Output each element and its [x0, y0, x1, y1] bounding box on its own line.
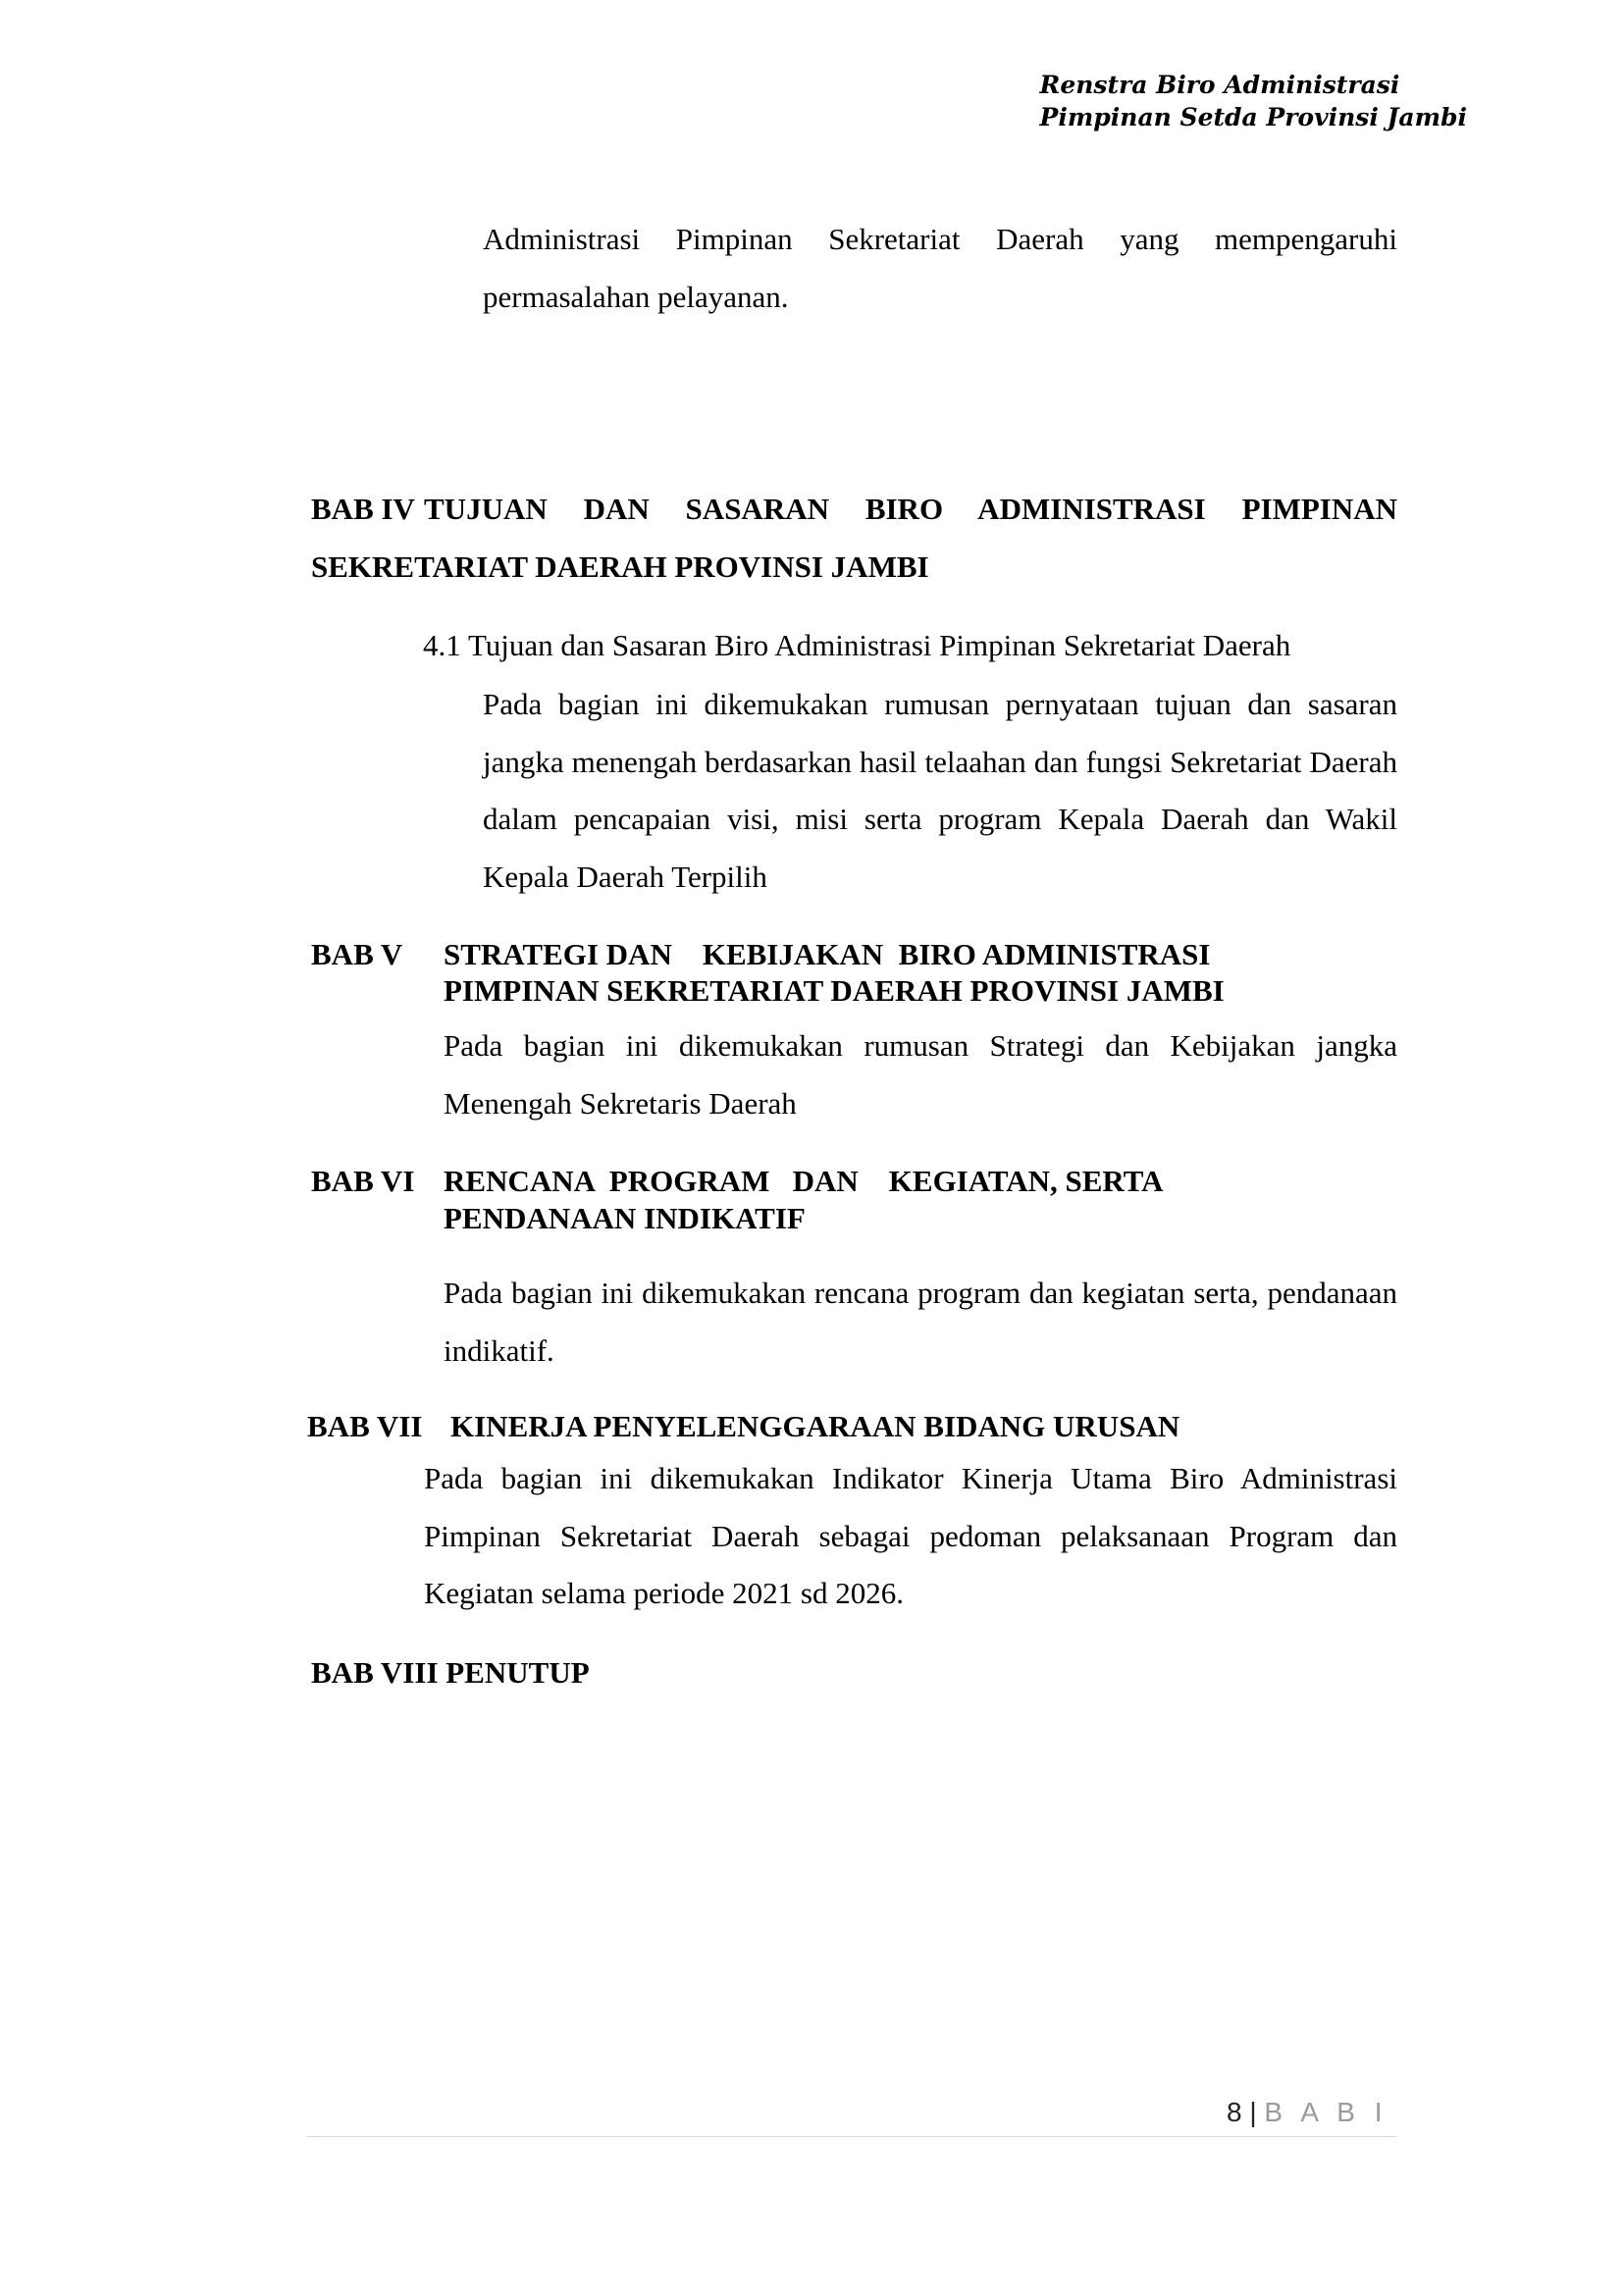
- header-line-2: Pimpinan Setda Provinsi Jambi: [1039, 103, 1467, 131]
- bab5-label: BAB V: [311, 937, 403, 971]
- bab7-body: Pada bagian ini dikemukakan Indikator Kinerja Utama Biro Administrasi Pimpinan Sekretariat Daerah sebagai pedoman pelaksanaan Program dan Kegiatan selama periode 2021 sd 2026.: [424, 1461, 1397, 1610]
- footer-separator: |: [1249, 2097, 1257, 2127]
- bab4-title-line2: SEKRETARIAT DAERAH PROVINSI JAMBI: [311, 549, 929, 584]
- bab5-title-line2: PIMPINAN SEKRETARIAT DAERAH PROVINSI JAMBI: [444, 973, 1225, 1008]
- bab4-label: BAB IV: [311, 492, 415, 526]
- page-footer: [1227, 2097, 1388, 2128]
- bab7-label: BAB VII: [307, 1409, 423, 1443]
- bab7-title: KINERJA PENYELENGGARAAN BIDANG URUSAN: [450, 1409, 1180, 1443]
- footer-chapter: B A B I: [1264, 2097, 1388, 2127]
- page-number: 8: [1227, 2097, 1242, 2127]
- footer-divider: [307, 2136, 1396, 2137]
- bab5-body: Pada bagian ini dikemukakan rumusan Strategi dan Kebijakan jangka Menengah Sekretaris Daerah: [444, 1028, 1397, 1121]
- intro-paragraph: Administrasi Pimpinan Sekretariat Daerah yang mempengaruhi permasalahan pelayanan.: [483, 222, 1397, 314]
- bab4-body: Pada bagian ini dikemukakan rumusan pernyataan tujuan dan sasaran jangka menengah berdasarkan hasil telaahan dan fungsi Sekretariat Daerah dalam pencapaian visi, misi serta program Kepala Daerah dan Wakil Kepala Daerah Terpilih: [483, 687, 1397, 894]
- bab6-title-line2: PENDANAAN INDIKATIF: [444, 1201, 806, 1235]
- bab6-label: BAB VI: [311, 1164, 415, 1198]
- bab5-title-line1: STRATEGI DAN KEBIJAKAN BIRO ADMINISTRASI: [444, 937, 1211, 971]
- header-line-1: Renstra Biro Administrasi: [1039, 71, 1400, 99]
- bab6-title-line1: RENCANA PROGRAM DAN KEGIATAN, SERTA: [444, 1164, 1164, 1198]
- bab8-heading: BAB VIII PENUTUP: [311, 1655, 590, 1690]
- bab6-body: Pada bagian ini dikemukakan rencana program dan kegiatan serta, pendanaan indikatif.: [444, 1276, 1397, 1368]
- running-header: [1040, 69, 1467, 133]
- bab4-subheading: 4.1 Tujuan dan Sasaran Biro Administrasi Pimpinan Sekretariat Daerah: [423, 628, 1291, 662]
- bab4-title-line1: TUJUAN DAN SASARAN BIRO ADMINISTRASI PIMPINAN: [424, 492, 1397, 526]
